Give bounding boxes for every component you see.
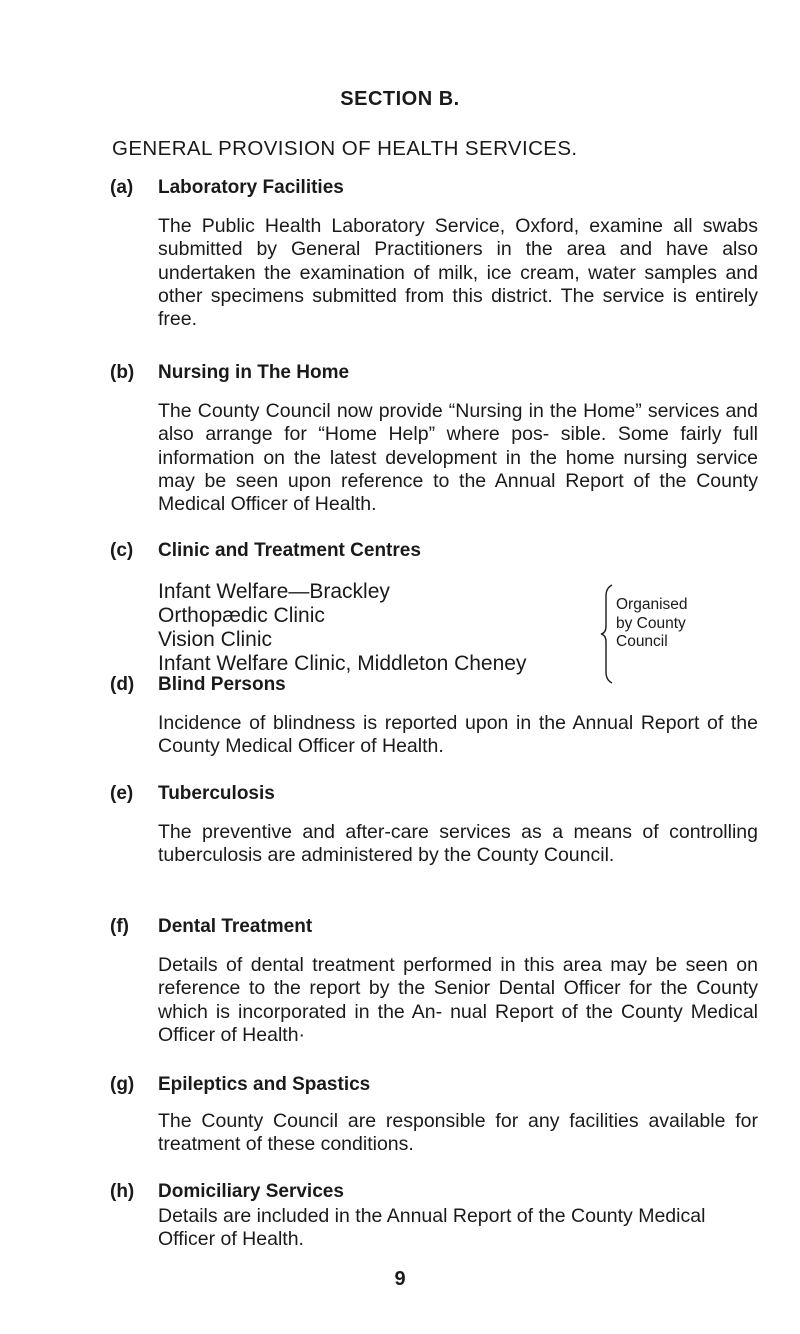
item-heading: Blind Persons xyxy=(158,674,286,695)
item-marker: (h) xyxy=(110,1181,135,1202)
item-body: The Public Health Laboratory Service, Oxford, examine all swabs submitted by General Practitioners in the area and have also undertaken the examination of milk, ice cream, water samples and other specimens submitted from this district. The service is entirely free. xyxy=(158,215,758,331)
item-heading: Clinic and Treatment Centres xyxy=(158,540,421,561)
item-marker: (a) xyxy=(110,177,134,198)
clinic-list-item: Infant Welfare—Brackley xyxy=(158,580,390,603)
item-heading: Epileptics and Spastics xyxy=(158,1074,371,1095)
clinic-list-item: Orthopædic Clinic xyxy=(158,604,325,627)
item-marker: (c) xyxy=(110,540,134,561)
item-body: The County Council now provide “Nursing in the Home” services and also arrange for “Home Help” where pos- sible. Some fairly full information on the latest development in the home nursing service may be seen upon reference to the Annual Report of the County Medical Officer of Health. xyxy=(158,400,758,516)
item-body: The County Council are responsible for any facilities available for treatment of these conditions. xyxy=(158,1110,758,1156)
item-marker: (b) xyxy=(110,362,135,383)
item-marker: (d) xyxy=(110,674,135,695)
page-heading: GENERAL PROVISION OF HEALTH SERVICES. xyxy=(112,137,578,160)
item-marker: (g) xyxy=(110,1074,135,1095)
item-body: The preventive and after-care services as a means of controlling tuberculosis are administered by the County Council. xyxy=(158,821,758,867)
item-body: Details are included in the Annual Report of the County Medical Officer of Health. xyxy=(158,1205,706,1251)
item-marker: (f) xyxy=(110,916,129,937)
clinic-list-item: Infant Welfare Clinic, Middleton Cheney xyxy=(158,652,527,675)
item-body: Details of dental treatment performed in this area may be seen on reference to the report by the Senior Dental Officer for the County which is incorporated in the An- nual Report of the County Medical Officer of Health· xyxy=(158,954,758,1046)
item-body: Incidence of blindness is reported upon in the Annual Report of the County Medical Officer of Health. xyxy=(158,712,758,758)
section-title: SECTION B. xyxy=(340,88,460,110)
item-heading: Nursing in The Home xyxy=(158,362,350,383)
brace-note-line: Council xyxy=(616,633,668,650)
item-heading: Dental Treatment xyxy=(158,916,313,937)
item-heading: Tuberculosis xyxy=(158,783,275,804)
brace-note-line: by County xyxy=(616,614,686,632)
brace-note xyxy=(616,596,688,652)
item-heading: Domiciliary Services xyxy=(158,1181,344,1202)
item-marker: (e) xyxy=(110,783,134,804)
clinic-list-item: Vision Clinic xyxy=(158,628,272,651)
page-number: 9 xyxy=(394,1268,406,1290)
item-heading: Laboratory Facilities xyxy=(158,177,344,198)
brace-icon xyxy=(600,584,614,684)
brace-note-line: Organised xyxy=(616,596,688,613)
